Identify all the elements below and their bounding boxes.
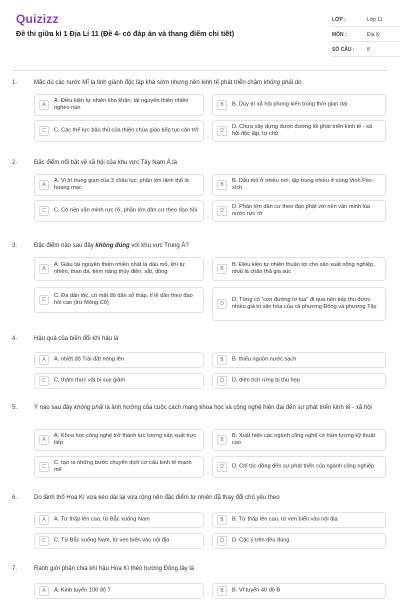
option-text: C. tạo ra những bước chuyển dịch cơ cấu kinh tế mạnh mẽ [54, 460, 192, 473]
header-divider [12, 70, 388, 71]
option-d[interactable] [212, 120, 386, 142]
option-letter-badge: D [217, 206, 227, 216]
option-text: C. thảm thực vật bị suy giảm [54, 377, 126, 384]
option-letter-badge: A [39, 100, 49, 110]
option-text: B. Vĩ tuyến 40 độ B [232, 587, 281, 594]
option-letter-badge: C [39, 462, 49, 472]
option-b[interactable] [212, 583, 386, 599]
option-text: A. Từ thấp lên cao, từ Bắc xuống Nam [54, 516, 150, 523]
question-number: 7. [12, 566, 18, 572]
option-c[interactable] [34, 373, 204, 389]
option-a[interactable] [34, 429, 204, 451]
option-letter-badge: B [217, 100, 227, 110]
question-number: 4. [12, 336, 18, 342]
option-letter-badge: A [39, 355, 49, 365]
question-text: Đặc điểm nào sau đây không đúng với khu vực Trung Á? [34, 243, 189, 249]
option-text: B. Dầu mỏ ở nhiều nơi, tập trung nhiều ở vùng Vịnh Péc-xích [232, 178, 374, 191]
question-text: Đặc điểm nổi bật về xã hội của khu vực Tây Nam Á là [34, 160, 177, 166]
option-letter-badge: B [217, 586, 227, 596]
option-c[interactable] [34, 533, 204, 549]
option-letter-badge: B [217, 355, 227, 365]
meta-value: Địa lý [367, 32, 380, 38]
option-text: D. Các ý trên đều đúng [232, 537, 290, 544]
option-text: B. Duy trì xã hội phong kiến trong thời gian dài [232, 101, 348, 108]
option-text: C. Đa dân tộc, có mật độ dân số thấp, tỉ lệ dân theo đạo hồi cao (trừ Mông Cổ) [54, 293, 193, 306]
question-number: 5. [12, 405, 18, 411]
option-b[interactable] [212, 429, 386, 451]
worksheet-meta [332, 12, 400, 57]
option-text: D. diện tích rừng bị thu hẹp [232, 377, 300, 384]
option-text: D. Chưa xây dựng được đường lối phát triển kinh tế - xã hội độc lập, tự chủ [232, 124, 373, 137]
meta-row-count [332, 42, 400, 57]
meta-row-class [332, 12, 400, 27]
question-1 [12, 80, 388, 154]
question-7 [12, 566, 388, 600]
meta-row-subject [332, 27, 400, 42]
question-number: 2. [12, 160, 18, 166]
option-a[interactable] [34, 352, 204, 368]
option-text: B. Điều kiện tự nhiên thuận lợi cho sản xuất nông nghiệp, nhất là chăn thả gia súc [232, 262, 375, 275]
worksheet-header [16, 12, 384, 64]
option-letter-badge: C [39, 206, 49, 216]
option-letter-badge: D [217, 536, 227, 546]
option-b[interactable] [212, 257, 386, 281]
meta-label: SỐ CÂU : [332, 47, 355, 53]
meta-value: Lớp 11 [367, 17, 383, 23]
question-text: Do lãnh thổ Hoa Kì vừa kéo dài lại vừa rộng nên đặc điểm tự nhiên đã thay đổi chủ yếu theo [34, 495, 280, 501]
option-b[interactable] [212, 94, 386, 116]
option-letter-badge: B [217, 264, 227, 274]
quizizz-logo: Quizizz [16, 12, 59, 26]
option-text: D. Chỉ tác động đến sự phát triển của ngành công nghiệp [232, 463, 375, 470]
option-text: A. Giàu tài nguyên thiên nhiên nhất là dầu mỏ, khí tự nhiên, than đá, tiềm năng thủy điện, sắt, đồng [54, 262, 185, 275]
option-letter-badge: A [39, 264, 49, 274]
option-c[interactable] [34, 287, 204, 313]
option-b[interactable] [212, 512, 386, 528]
option-letter-badge: C [39, 295, 49, 305]
option-d[interactable] [212, 533, 386, 549]
option-text: A. nhiệt độ Trái đất nóng lên [54, 356, 124, 363]
option-text: B. Từ thấp lên cao, từ ven biển vào nội địa [232, 516, 338, 523]
option-text: B. thiếu nguồn nước sạch [232, 356, 297, 363]
option-letter-badge: C [39, 536, 49, 546]
option-letter-badge: A [39, 180, 49, 190]
option-a[interactable] [34, 583, 204, 599]
option-letter-badge: A [39, 515, 49, 525]
option-letter-badge: D [217, 126, 227, 136]
option-b[interactable] [212, 174, 386, 196]
option-d[interactable] [212, 287, 386, 321]
option-d[interactable] [212, 456, 386, 478]
option-text: B. Xuất hiện các ngành công nghệ có hàm lượng kỹ thuật cao [232, 433, 375, 446]
option-text: A. Vị trí trung gian của 3 châu lục, phần lớn lãnh thổ là hoang mạc [54, 178, 189, 191]
meta-label: LỚP : [332, 17, 346, 23]
option-letter-badge: B [217, 180, 227, 190]
option-c[interactable] [34, 120, 204, 142]
question-text: Hậu quả của biến đổi khí hậu là [34, 336, 119, 342]
question-text: Mặc dù các nước Mĩ la tinh giành độc lập khá sớm nhưng nền kinh tế phát triển chậm không phải do [34, 80, 302, 86]
option-letter-badge: D [217, 299, 227, 309]
question-6 [12, 495, 388, 555]
option-text: C. Có nền văn minh rực rỡ, phần lớn dân cư theo đạo hồi [54, 207, 197, 214]
option-letter-badge: A [39, 586, 49, 596]
meta-value: 8 [367, 47, 370, 53]
question-2 [12, 160, 388, 234]
question-text: Ranh giới phân chia khí hậu Hoa Kì theo hướng Đông tây là [34, 566, 194, 572]
option-text: D. Từng có “con đường tơ lụa” đi qua nên tiếp thu được nhiều giá trị văn hóa của cả phương Đông và phương Tây [232, 297, 377, 310]
question-number: 3. [12, 243, 18, 249]
option-c[interactable] [34, 200, 204, 222]
option-a[interactable] [34, 174, 204, 196]
worksheet-title: Đề thi giữa kì 1 Địa Lí 11 (Đề 4- có đáp án và thang điểm chi tiết) [16, 29, 235, 38]
option-a[interactable] [34, 512, 204, 528]
option-a[interactable] [34, 94, 204, 116]
option-letter-badge: D [217, 376, 227, 386]
option-c[interactable] [34, 456, 204, 478]
option-d[interactable] [212, 200, 386, 222]
option-text: A. Khoa học công nghệ trở thành lực lượng sản xuất trực tiếp [54, 433, 197, 446]
question-3 [12, 243, 388, 331]
option-text: C. Các thế lực bảo thủ của thiên chúa giáo tiếp tục cản trở [54, 127, 199, 134]
option-d[interactable] [212, 373, 386, 389]
option-letter-badge: A [39, 435, 49, 445]
option-letter-badge: B [217, 435, 227, 445]
option-letter-badge: B [217, 515, 227, 525]
question-text: Ý nào sau đây không phải là ảnh hưởng của cuộc cách mạng khoa học và công nghệ hiện đại đến sự phát triển kinh tế - xã hội [34, 405, 372, 411]
option-text: C. Từ Bắc xuống Nam, từ ven biển vào nội địa [54, 537, 170, 544]
option-text: A. Điều kiện tự nhiên khó khăn, tài nguyên thiên nhiên nghèo nàn [54, 98, 189, 111]
option-a[interactable] [34, 257, 204, 281]
question-number: 6. [12, 495, 18, 501]
option-letter-badge: D [217, 462, 227, 472]
option-text: A. Kinh tuyến 100 độ T [54, 587, 111, 594]
meta-label: MÔN : [332, 32, 347, 38]
question-5 [12, 405, 388, 485]
question-4 [12, 336, 388, 394]
option-letter-badge: C [39, 126, 49, 136]
question-number: 1. [12, 80, 18, 86]
option-text: D. Phần lớn dân cư theo đạo phật với nền văn minh lúa nước rực rỡ [232, 204, 370, 217]
option-letter-badge: C [39, 376, 49, 386]
option-b[interactable] [212, 352, 386, 368]
